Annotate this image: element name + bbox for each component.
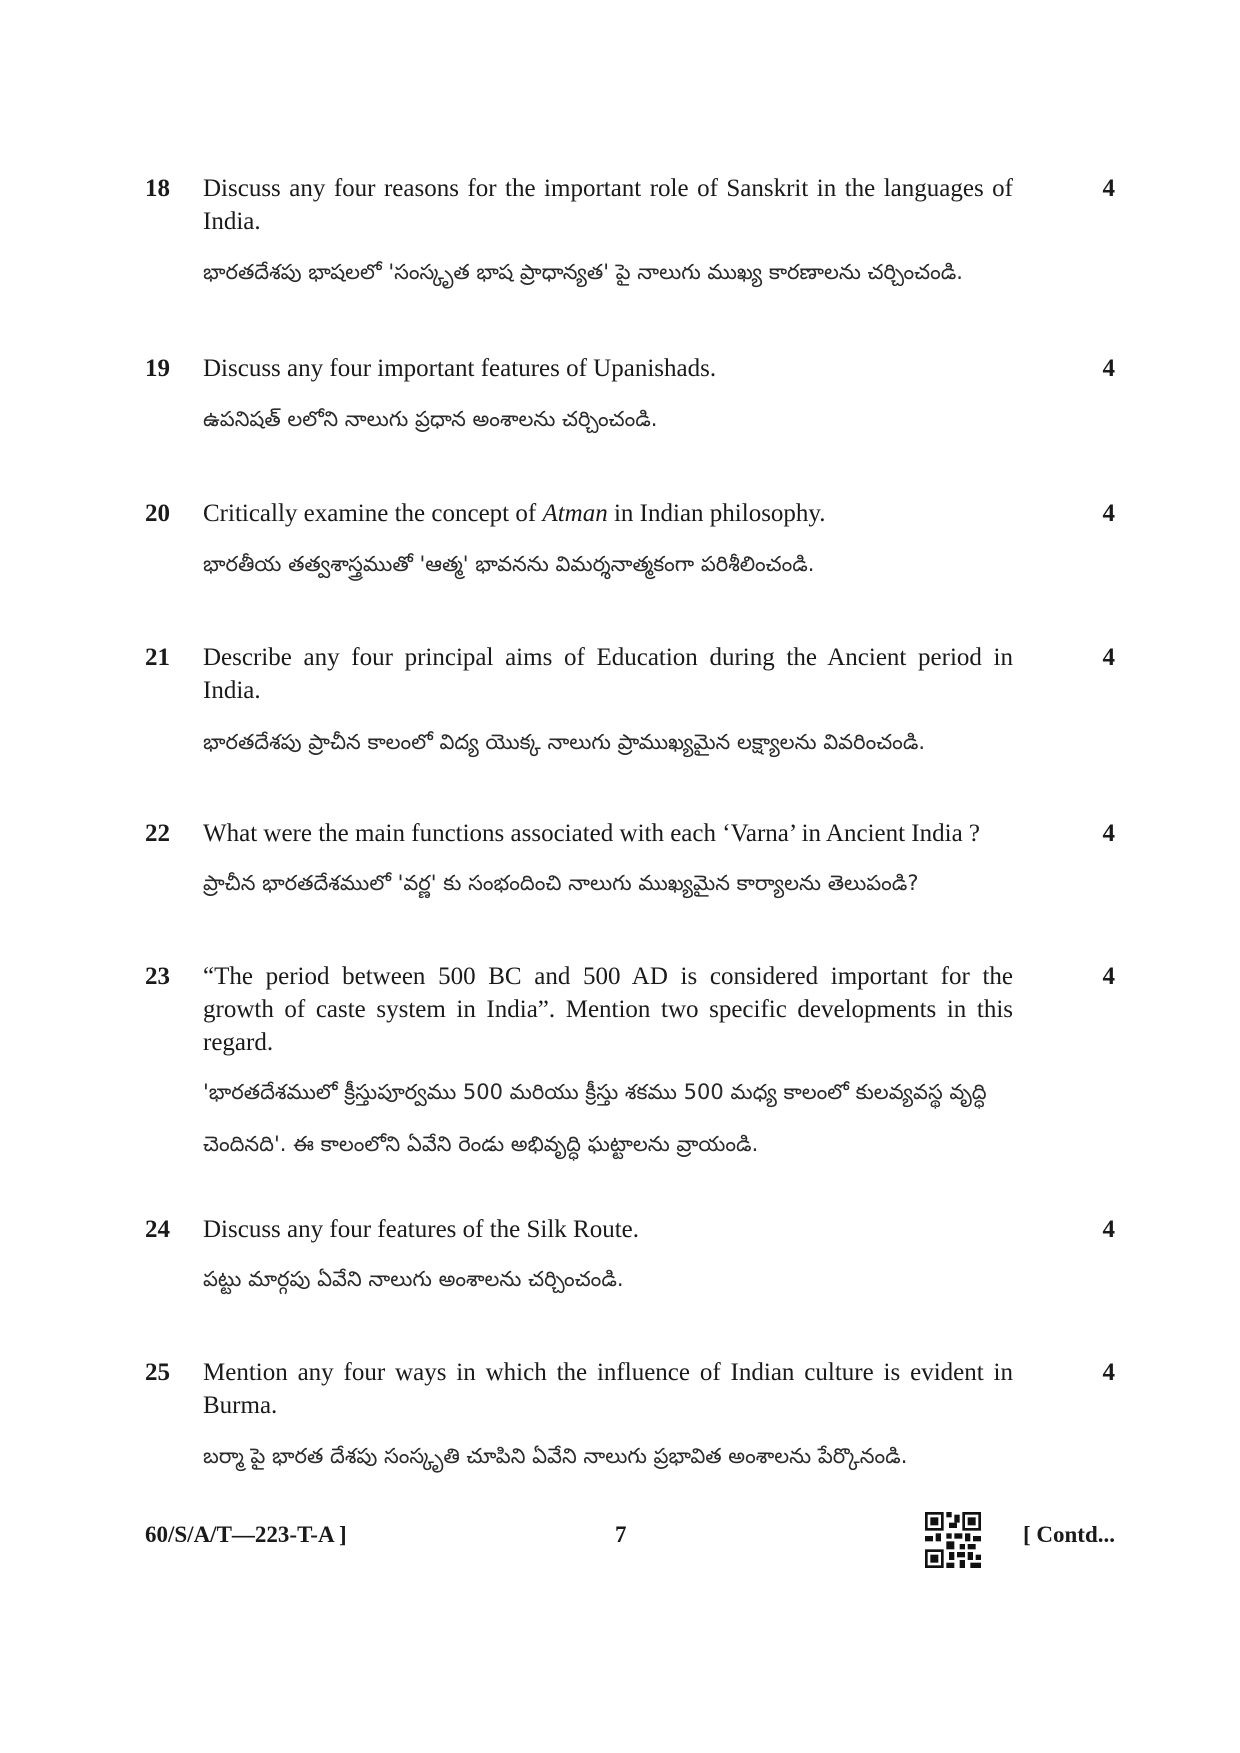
question-text-english: Mention any four ways in which the influence of Indian culture is evident in Burma. (203, 1359, 1013, 1419)
question-text-english: Discuss any four reasons for the important role of Sanskrit in the languages of India. (203, 175, 1013, 235)
question-text-english: Describe any four principal aims of Education during the Ancient period in India. (203, 644, 1013, 704)
question-marks: 4 (1102, 1216, 1115, 1243)
qr-code-icon (925, 1512, 981, 1568)
question-marks: 4 (1102, 1359, 1115, 1386)
question-text-english: Discuss any four features of the Silk Route. (203, 1216, 640, 1243)
question-text-telugu: ఉపనిషత్ లలోని నాలుగు ప్రధాన అంశాలను చర్చించండి. (203, 407, 658, 431)
question-number: 19 (145, 355, 170, 382)
page-footer (145, 1522, 1115, 1582)
question-marks: 4 (1102, 355, 1115, 382)
question-text-telugu: పట్టు మార్గపు ఏవేని నాలుగు అంశాలను చర్చించండి. (203, 1267, 624, 1291)
question-text-english (203, 497, 1013, 530)
question-marks: 4 (1102, 820, 1115, 847)
question-marks: 4 (1102, 644, 1115, 671)
question-text-part: Critically examine the concept of (203, 500, 543, 527)
question-number: 18 (145, 175, 170, 202)
question-text-english: Discuss any four important features of Upanishads. (203, 355, 717, 382)
page-number: 7 (615, 1522, 627, 1547)
question-text-english: What were the main functions associated with each ‘Varna’ in Ancient India ? (203, 820, 981, 847)
question-marks: 4 (1102, 963, 1115, 990)
question-number: 20 (145, 500, 170, 527)
question-text-telugu: భారతీయ తత్వశాస్త్రముతో 'ఆత్మ' భావనను విమర్శనాత్మకంగా పరిశీలించండి. (203, 552, 815, 576)
question-text-english: “The period between 500 BC and 500 AD is considered important for the growth of caste system in India”. Mention two specific developments in this regard. (203, 963, 1013, 1056)
question-number: 25 (145, 1359, 170, 1386)
question-marks: 4 (1102, 175, 1115, 202)
question-number: 24 (145, 1216, 170, 1243)
question-text-telugu: బర్మా పై భారత దేశపు సంస్కృతి చూపిని ఏవేని నాలుగు ప్రభావిత అంశాలను పేర్కొనండి. (203, 1444, 908, 1468)
paper-code: 60/S/A/T—223-T-A ] (145, 1522, 347, 1547)
question-text-telugu: ప్రాచీన భారతదేశములో 'వర్ణ' కు సంభందించి నాలుగు ముఖ్యమైన కార్యాలను తెలుపండి? (203, 871, 919, 895)
question-number: 21 (145, 644, 170, 671)
question-text-telugu: భారతదేశపు భాషలలో 'సంస్కృత భాష ప్రాధాన్యత' పై నాలుగు ముఖ్య కారణాలను చర్చించండి. (203, 260, 963, 284)
question-text-telugu: భారతదేశపు ప్రాచీన కాలంలో విద్య యొక్క నాలుగు ప్రాముఖ్యమైన లక్ష్యాలను వివరించండి. (203, 730, 926, 754)
question-text-telugu: 'భారతదేశములో క్రీస్తుపూర్వము 500 మరియు క్రీస్తు శకము 500 మధ్య కాలంలో కులవ్యవస్థ వృద్ధి చెందినది'. ఈ కాలంలోని ఏవేని రెండు అభివృద్ధి ఘట్టాలను వ్రాయండి. (203, 1080, 987, 1156)
question-marks: 4 (1102, 500, 1115, 527)
question-text-part: in Indian philosophy. (607, 500, 826, 527)
question-number: 22 (145, 820, 170, 847)
continued-label: [ Contd... (1022, 1522, 1115, 1547)
question-text-italic-term: Atman (542, 500, 608, 527)
question-number: 23 (145, 963, 170, 990)
